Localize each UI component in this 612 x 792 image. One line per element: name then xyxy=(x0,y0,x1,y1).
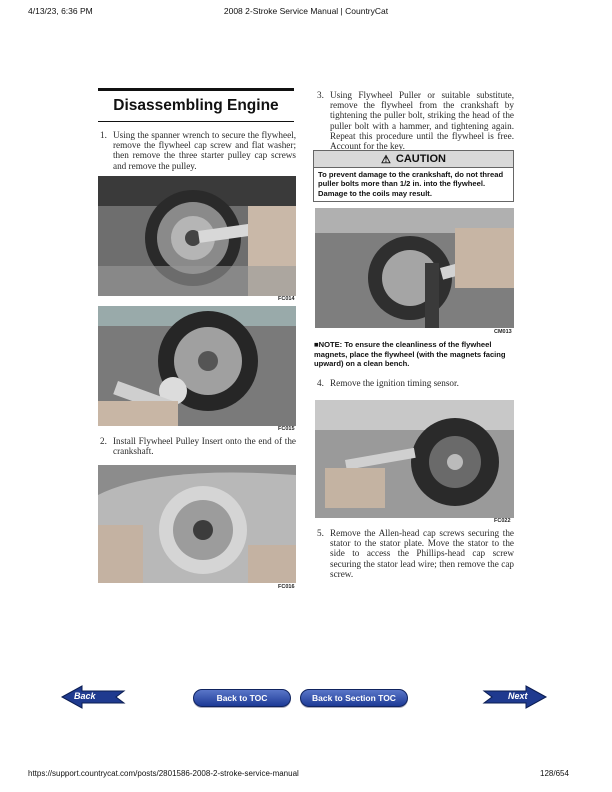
step-1 xyxy=(100,130,296,171)
step-5 xyxy=(317,528,514,579)
warning-triangle-icon: ⚠ xyxy=(381,153,391,166)
caution-header xyxy=(314,151,513,168)
back-button[interactable] xyxy=(60,685,126,709)
back-to-toc-button[interactable]: Back to TOC xyxy=(193,689,291,707)
step-number: 4. xyxy=(317,378,324,388)
photo-caption: FC022 xyxy=(494,518,511,524)
step-number: 5. xyxy=(317,528,324,538)
photo-stator xyxy=(315,400,514,518)
step-text: Install Flywheel Pulley Insert onto the end of the crankshaft. xyxy=(113,436,296,457)
step-3 xyxy=(317,90,514,152)
photo-pulley-insert xyxy=(98,465,296,583)
next-label: Next xyxy=(508,691,528,701)
photo-caption: FC014 xyxy=(278,296,295,302)
caution-label: CAUTION xyxy=(395,153,446,165)
section-title-box xyxy=(98,88,294,122)
step-text: Remove the ignition timing sensor. xyxy=(330,378,459,388)
caution-text: To prevent damage to the crankshaft, do not thread puller bolts more than 1/2 in. into the flywheel. Damage to the coils may result. xyxy=(318,170,504,198)
next-button[interactable] xyxy=(482,685,548,709)
print-page-number: 128/654 xyxy=(540,769,569,778)
step-number: 2. xyxy=(100,436,107,446)
photo-flywheel-wrench xyxy=(98,176,296,296)
caution-box xyxy=(313,150,514,202)
step-text: Remove the Allen-head cap screws securing the stator to the stator plate. Move the stator to the side to access the Phillips-head cap screw securing the stator lead wire; then remove the cap screw. xyxy=(330,528,514,579)
note-text: ■NOTE: To ensure the cleanliness of the flywheel magnets, place the flywheel (with the magnets facing upward) on a clean bench. xyxy=(314,340,506,369)
section-title: Disassembling Engine xyxy=(113,97,279,114)
print-title: 2008 2-Stroke Service Manual | CountryCat xyxy=(223,6,389,16)
photo-flywheel-cap-screw xyxy=(98,306,296,426)
photo-flywheel-puller xyxy=(315,208,514,328)
print-url: https://support.countrycat.com/posts/2801586-2008-2-stroke-service-manual xyxy=(28,769,299,778)
back-label: Back xyxy=(74,691,96,701)
photo-caption: FC015 xyxy=(278,426,295,432)
step-number: 1. xyxy=(100,130,107,140)
photo-caption: CM013 xyxy=(494,329,512,335)
photo-caption: FC016 xyxy=(278,584,295,590)
step-number: 3. xyxy=(317,90,324,100)
print-datetime: 4/13/23, 6:36 PM xyxy=(28,6,93,16)
step-text: Using Flywheel Puller or suitable substitute, remove the flywheel from the crankshaft by tightening the puller bolt, striking the head of the puller bolt with a hammer, and tightening again. Repeat this procedure until the flywheel is free. Account for the key. xyxy=(330,90,514,152)
step-4 xyxy=(317,378,514,388)
back-to-section-toc-button[interactable]: Back to Section TOC xyxy=(300,689,408,707)
step-text: Using the spanner wrench to secure the flywheel, remove the flywheel cap screw and flat washer; then remove the three starter pulley cap screws and remove the pulley. xyxy=(113,130,296,171)
step-2 xyxy=(100,436,296,457)
